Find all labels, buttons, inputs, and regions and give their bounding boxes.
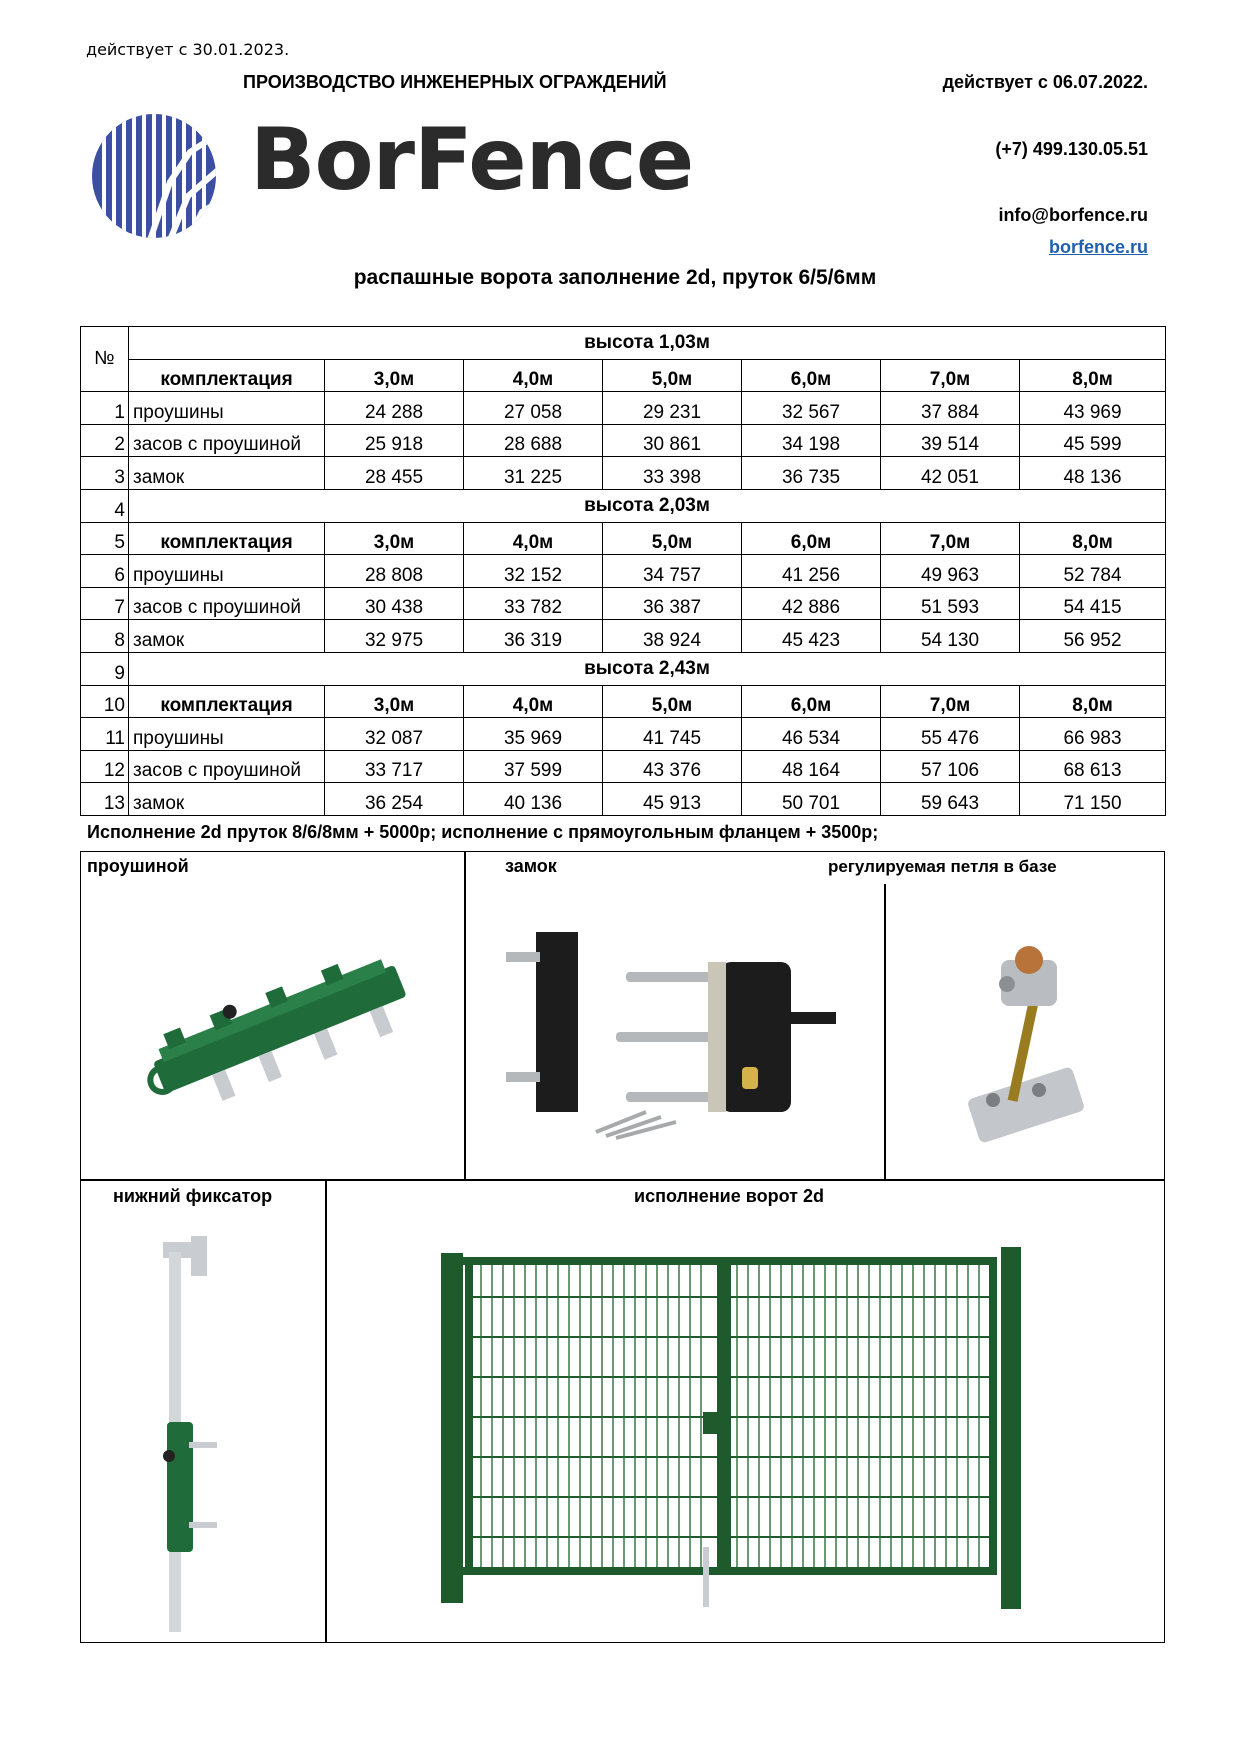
- height-row: [81, 652, 1166, 685]
- price-cell: 48 136: [1020, 457, 1166, 490]
- table-row: [81, 555, 1166, 588]
- width-header: 7,0м: [881, 522, 1020, 555]
- price-cell: 38 924: [603, 620, 742, 653]
- price-cell: 37 884: [881, 392, 1020, 425]
- company-logo: [90, 110, 694, 238]
- latch-caption: проушиной: [87, 856, 189, 876]
- row-number: 12: [81, 750, 129, 783]
- table-row: [81, 620, 1166, 653]
- height-row: [81, 327, 1166, 360]
- price-cell: 32 975: [325, 620, 464, 653]
- price-cell: 45 423: [742, 620, 881, 653]
- config-name: замок: [129, 620, 325, 653]
- table-row: [81, 783, 1166, 816]
- price-cell: 42 051: [881, 457, 1020, 490]
- company-tagline: ПРОИЗВОДСТВО ИНЖЕНЕРНЫХ ОГРАЖДЕНИЙ: [243, 72, 667, 92]
- eyelet-latch-image: [131, 932, 431, 1132]
- price-cell: 46 534: [742, 718, 881, 751]
- config-name: проушины: [129, 718, 325, 751]
- gallery-divider: [464, 852, 466, 1180]
- row-number: 13: [81, 783, 129, 816]
- price-cell: 57 106: [881, 750, 1020, 783]
- price-cell: 28 808: [325, 555, 464, 588]
- price-cell: 36 254: [325, 783, 464, 816]
- drop-bolt-image: [141, 1232, 251, 1642]
- price-cell: 41 745: [603, 718, 742, 751]
- width-header: 8,0м: [1020, 522, 1166, 555]
- price-cell: 28 455: [325, 457, 464, 490]
- table-row: [81, 718, 1166, 751]
- width-header: 8,0м: [1020, 359, 1166, 392]
- price-cell: 34 757: [603, 555, 742, 588]
- price-cell: 45 913: [603, 783, 742, 816]
- price-cell: 33 717: [325, 750, 464, 783]
- website-link[interactable]: borfence.ru: [1048, 237, 1148, 257]
- table-row: [81, 457, 1166, 490]
- width-header: 4,0м: [464, 685, 603, 718]
- price-cell: 27 058: [464, 392, 603, 425]
- price-cell: 66 983: [1020, 718, 1166, 751]
- price-cell: 36 735: [742, 457, 881, 490]
- width-header: 5,0м: [603, 359, 742, 392]
- width-header: 3,0м: [325, 359, 464, 392]
- price-cell: 31 225: [464, 457, 603, 490]
- width-header: 3,0м: [325, 685, 464, 718]
- price-cell: 35 969: [464, 718, 603, 751]
- email-address: info@borfence.ru: [998, 205, 1148, 225]
- config-name: замок: [129, 457, 325, 490]
- row-number: 6: [81, 555, 129, 588]
- config-name: замок: [129, 783, 325, 816]
- price-cell: 45 599: [1020, 424, 1166, 457]
- price-cell: 43 969: [1020, 392, 1166, 425]
- price-cell: 39 514: [881, 424, 1020, 457]
- price-cell: 51 593: [881, 587, 1020, 620]
- config-header: комплектация: [129, 359, 325, 392]
- logo-wordmark: BorFence: [250, 110, 694, 210]
- logo-emblem-icon: [90, 112, 218, 240]
- row-number: 7: [81, 587, 129, 620]
- valid-from-right: действует с 06.07.2022.: [942, 72, 1148, 92]
- price-cell: 49 963: [881, 555, 1020, 588]
- row-number: 9: [81, 652, 129, 685]
- price-cell: 30 861: [603, 424, 742, 457]
- price-cell: 50 701: [742, 783, 881, 816]
- width-header: 7,0м: [881, 359, 1020, 392]
- width-header: 6,0м: [742, 359, 881, 392]
- price-cell: 40 136: [464, 783, 603, 816]
- price-cell: 24 288: [325, 392, 464, 425]
- height-label: высота 2,03м: [129, 489, 1166, 522]
- row-number-header: №: [81, 327, 129, 392]
- phone-number: (+7) 499.130.05.51: [995, 139, 1148, 159]
- width-header: 7,0м: [881, 685, 1020, 718]
- options-note: Исполнение 2d пруток 8/6/8мм + 5000р; исполнение с прямоугольным фланцем + 3500р;: [87, 822, 879, 842]
- price-cell: 43 376: [603, 750, 742, 783]
- gallery-divider: [81, 1179, 1164, 1181]
- width-header: 5,0м: [603, 685, 742, 718]
- row-number: 10: [81, 685, 129, 718]
- row-number: 11: [81, 718, 129, 751]
- price-cell: 33 398: [603, 457, 742, 490]
- gate-caption: исполнение ворот 2d: [634, 1186, 824, 1206]
- row-number: 5: [81, 522, 129, 555]
- price-cell: 41 256: [742, 555, 881, 588]
- row-number: 4: [81, 489, 129, 522]
- price-cell: 71 150: [1020, 783, 1166, 816]
- price-cell: 36 387: [603, 587, 742, 620]
- price-cell: 56 952: [1020, 620, 1166, 653]
- config-name: засов с проушиной: [129, 750, 325, 783]
- height-row: [81, 489, 1166, 522]
- table-row: [81, 392, 1166, 425]
- price-cell: 32 152: [464, 555, 603, 588]
- gallery-divider: [325, 1180, 327, 1642]
- config-name: проушины: [129, 555, 325, 588]
- height-label: высота 2,43м: [129, 652, 1166, 685]
- price-cell: 54 415: [1020, 587, 1166, 620]
- price-cell: 30 438: [325, 587, 464, 620]
- hinge-caption: регулируемая петля в базе: [828, 857, 1057, 876]
- config-header: комплектация: [129, 685, 325, 718]
- width-header: 3,0м: [325, 522, 464, 555]
- product-gallery: [80, 851, 1165, 1643]
- price-table: [80, 326, 1166, 816]
- row-number: 3: [81, 457, 129, 490]
- width-header: 6,0м: [742, 685, 881, 718]
- row-number: 1: [81, 392, 129, 425]
- double-gate-image: [441, 1247, 1021, 1613]
- bottom-latch-caption: нижний фиксатор: [113, 1186, 273, 1206]
- config-header-row: [81, 522, 1166, 555]
- price-cell: 54 130: [881, 620, 1020, 653]
- config-header-row: [81, 685, 1166, 718]
- price-cell: 59 643: [881, 783, 1020, 816]
- config-name: засов с проушиной: [129, 424, 325, 457]
- document-title: [0, 266, 1240, 290]
- config-name: проушины: [129, 392, 325, 425]
- config-header: комплектация: [129, 522, 325, 555]
- price-cell: 25 918: [325, 424, 464, 457]
- width-header: 6,0м: [742, 522, 881, 555]
- price-cell: 29 231: [603, 392, 742, 425]
- gallery-divider: [884, 884, 886, 1180]
- table-row: [81, 587, 1166, 620]
- price-cell: 28 688: [464, 424, 603, 457]
- price-cell: 42 886: [742, 587, 881, 620]
- price-cell: 52 784: [1020, 555, 1166, 588]
- gate-lock-image: [496, 922, 836, 1142]
- config-header-row: [81, 359, 1166, 392]
- price-cell: 55 476: [881, 718, 1020, 751]
- width-header: 8,0м: [1020, 685, 1166, 718]
- valid-from-top: действует с 30.01.2023.: [86, 40, 290, 59]
- price-cell: 48 164: [742, 750, 881, 783]
- table-row: [81, 750, 1166, 783]
- price-cell: 32 567: [742, 392, 881, 425]
- height-label: высота 1,03м: [129, 327, 1166, 360]
- price-cell: 32 087: [325, 718, 464, 751]
- adjustable-hinge-image: [941, 922, 1111, 1152]
- price-cell: 37 599: [464, 750, 603, 783]
- document-title-text: распашные ворота заполнение 2d, пруток 6/5/6мм: [353, 266, 877, 289]
- width-header: 4,0м: [464, 522, 603, 555]
- width-header: 5,0м: [603, 522, 742, 555]
- table-row: [81, 424, 1166, 457]
- price-cell: 68 613: [1020, 750, 1166, 783]
- config-name: засов с проушиной: [129, 587, 325, 620]
- row-number: 2: [81, 424, 129, 457]
- price-cell: 33 782: [464, 587, 603, 620]
- price-cell: 34 198: [742, 424, 881, 457]
- lock-caption: замок: [505, 856, 557, 876]
- price-cell: 36 319: [464, 620, 603, 653]
- row-number: 8: [81, 620, 129, 653]
- width-header: 4,0м: [464, 359, 603, 392]
